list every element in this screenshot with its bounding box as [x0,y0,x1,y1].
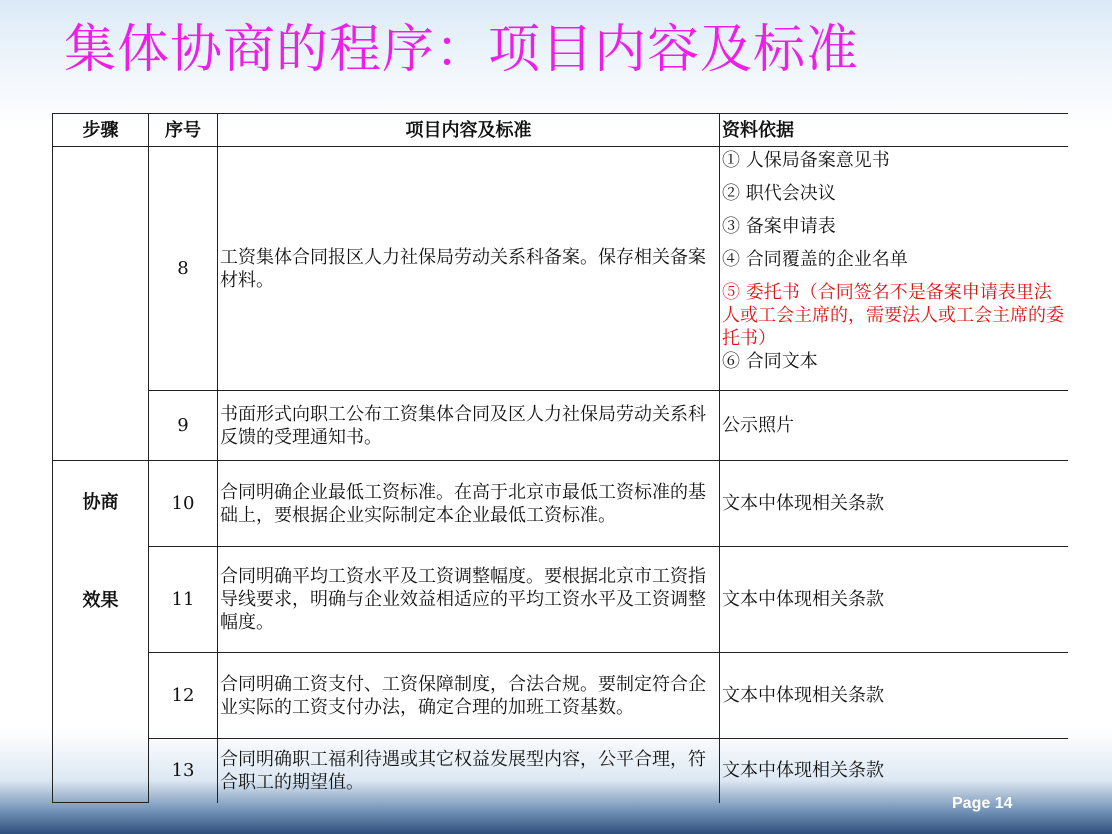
header-step: 步骤 [53,114,149,147]
page-number: Page 14 [952,795,1013,812]
seq-cell: 12 [149,653,218,739]
table-header-row [53,114,1068,147]
header-content: 项目内容及标准 [218,114,720,147]
table-row [53,739,1068,803]
step-label-line1: 协商 [82,492,119,513]
source-cell [720,147,1068,391]
source-item: ⑥ 合同文本 [722,351,818,372]
page-title: 集体协商的程序：项目内容及标准 [64,20,860,80]
source-item: ④ 合同覆盖的企业名单 [722,249,908,270]
header-source: 资料依据 [720,114,1068,147]
source-cell: 文本中体现相关条款 [720,461,1068,547]
table-row [53,147,1068,391]
table-row [53,653,1068,739]
step-label-line2: 效果 [82,590,119,611]
procedure-table [52,113,1068,803]
source-cell: 公示照片 [720,391,1068,461]
seq-cell: 13 [149,739,218,803]
table-row [53,547,1068,653]
source-item-highlight: ⑤ 委托书（合同签名不是备案申请表里法人或工会主席的，需要法人或工会主席的委托书） [722,282,1064,349]
table-row [53,391,1068,461]
source-item: ② 职代会决议 [722,183,836,204]
source-item: ③ 备案申请表 [722,216,836,237]
seq-cell: 10 [149,461,218,547]
step-cell-empty [53,147,149,461]
content-cell: 合同明确企业最低工资标准。在高于北京市最低工资标准的基础上，要根据企业实际制定本企业最低工资标准。 [218,461,720,547]
seq-cell: 9 [149,391,218,461]
header-seq: 序号 [149,114,218,147]
table-row [53,461,1068,547]
step-cell [53,461,149,803]
seq-cell: 11 [149,547,218,653]
source-cell: 文本中体现相关条款 [720,739,1068,803]
content-cell: 合同明确职工福利待遇或其它权益发展型内容，公平合理，符合职工的期望值。 [218,739,720,803]
content-cell: 合同明确工资支付、工资保障制度，合法合规。要制定符合企业实际的工资支付办法，确定合理的加班工资基数。 [218,653,720,739]
source-item: ① 人保局备案意见书 [722,150,890,171]
content-cell: 工资集体合同报区人力社保局劳动关系科备案。保存相关备案材料。 [218,147,720,391]
source-cell: 文本中体现相关条款 [720,547,1068,653]
content-cell: 合同明确平均工资水平及工资调整幅度。要根据北京市工资指导线要求，明确与企业效益相适应的平均工资水平及工资调整幅度。 [218,547,720,653]
source-cell: 文本中体现相关条款 [720,653,1068,739]
content-cell: 书面形式向职工公布工资集体合同及区人力社保局劳动关系科反馈的受理通知书。 [218,391,720,461]
seq-cell: 8 [149,147,218,391]
